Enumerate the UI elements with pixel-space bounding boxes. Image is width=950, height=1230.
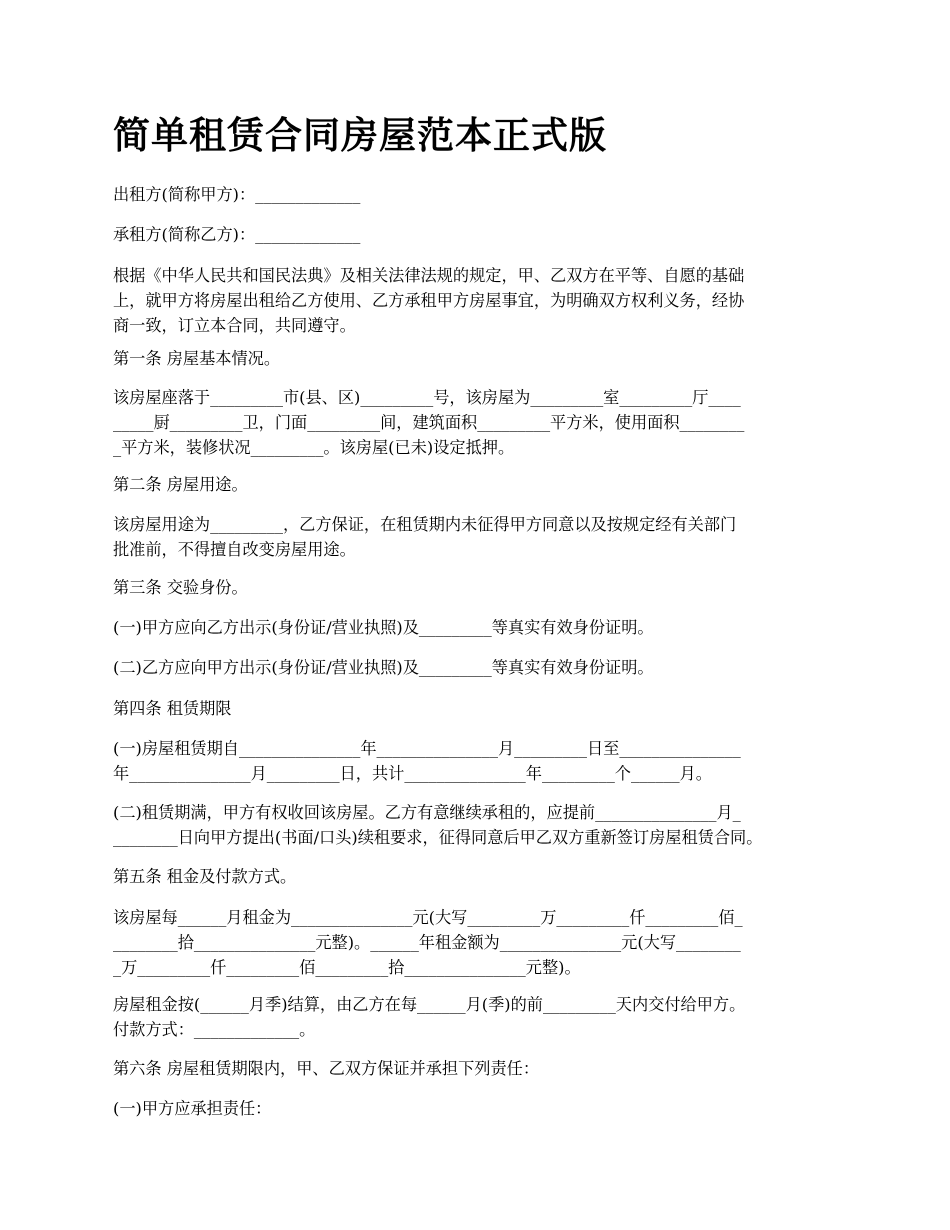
- paragraph: [113, 182, 853, 207]
- paragraph: [113, 905, 853, 980]
- paragraph-line: 上，就甲方将房屋出租给乙方使用、乙方承租甲方房屋事宜，为明确双方权利义务，经协: [113, 291, 745, 310]
- paragraph: [113, 696, 853, 721]
- paragraph-line: 第二条 房屋用途。: [113, 475, 248, 494]
- paragraph-line: 该房屋座落于_________市(县、区)_________号，该房屋为_________室_________厅____: [113, 388, 741, 407]
- paragraph-line: _平方米，装修状况_________。该房屋(已未)设定抵押。: [113, 438, 515, 457]
- paragraph: [113, 346, 853, 371]
- paragraph: [113, 864, 853, 889]
- paragraph-line: 第三条 交验身份。: [113, 578, 248, 597]
- paragraph: [113, 800, 853, 850]
- paragraph-line: 第一条 房屋基本情况。: [113, 349, 281, 368]
- paragraph: [113, 575, 853, 600]
- paragraph: [113, 1096, 853, 1121]
- paragraph: [113, 263, 853, 338]
- paragraph-line: 该房屋用途为_________，乙方保证，在租赁期内未征得甲方同意以及按规定经有关部门: [113, 515, 737, 534]
- paragraph: [113, 385, 853, 460]
- paragraph: [113, 655, 853, 680]
- paragraph-line: (二)乙方应向甲方出示(身份证/营业执照)及_________等真实有效身份证明。: [113, 658, 654, 677]
- paragraph-line: (一)甲方应承担责任：: [113, 1099, 272, 1118]
- paragraph-line: ________日向甲方提出(书面/口头)续租要求，征得同意后甲乙双方重新签订房屋租赁合同。: [113, 828, 763, 847]
- document-title: 简单租赁合同房屋范本正式版: [113, 114, 607, 157]
- paragraph-line: ________拾_______________元整)。______年租金额为_______________元(大写________: [113, 933, 741, 952]
- paragraph-line: _____厨_________卫，门面_________间，建筑面积_________平方米，使用面积________: [113, 413, 745, 432]
- paragraph-line: 商一致，订立本合同，共同遵守。: [113, 316, 356, 335]
- paragraph-line: 第四条 租赁期限: [113, 699, 232, 718]
- paragraph-line: 年_______________月_________日，共计_______________年_________个______月。: [113, 764, 712, 783]
- paragraph-line: 第五条 租金及付款方式。: [113, 867, 297, 886]
- paragraph-line: 付款方式：_____________。: [113, 1020, 316, 1039]
- paragraph-line: 房屋租金按(______月季)结算，由乙方在每______月(季)的前_________天内交付给甲方。: [113, 995, 746, 1014]
- paragraph: [113, 512, 853, 562]
- paragraph-line: 出租方(简称甲方)：_____________: [113, 185, 361, 204]
- paragraph: [113, 1056, 853, 1081]
- paragraph-line: 该房屋每______月租金为_______________元(大写_________万_________仟_________佰_: [113, 908, 743, 927]
- paragraph-line: 承租方(简称乙方)：_____________: [113, 225, 361, 244]
- paragraph: [113, 472, 853, 497]
- paragraph-line: (一)房屋租赁期自_______________年_______________月_________日至_______________: [113, 739, 741, 758]
- paragraph: [113, 615, 853, 640]
- paragraph-line: _万_________仟_________佰_________拾_______________元整)。: [113, 958, 581, 977]
- paragraph: [113, 222, 853, 247]
- paragraph-line: 批准前，不得擅自改变房屋用途。: [113, 540, 356, 559]
- paragraph-line: 根据《中华人民共和国民法典》及相关法律法规的规定，甲、乙双方在平等、自愿的基础: [113, 266, 745, 285]
- paragraph-line: (一)甲方应向乙方出示(身份证/营业执照)及_________等真实有效身份证明。: [113, 618, 654, 637]
- paragraph: [113, 736, 853, 786]
- paragraph-line: 第六条 房屋租赁期限内，甲、乙双方保证并承担下列责任：: [113, 1059, 540, 1078]
- paragraph-line: (二)租赁期满，甲方有权收回该房屋。乙方有意继续承租的，应提前_______________月_: [113, 803, 741, 822]
- paragraph: [113, 992, 853, 1042]
